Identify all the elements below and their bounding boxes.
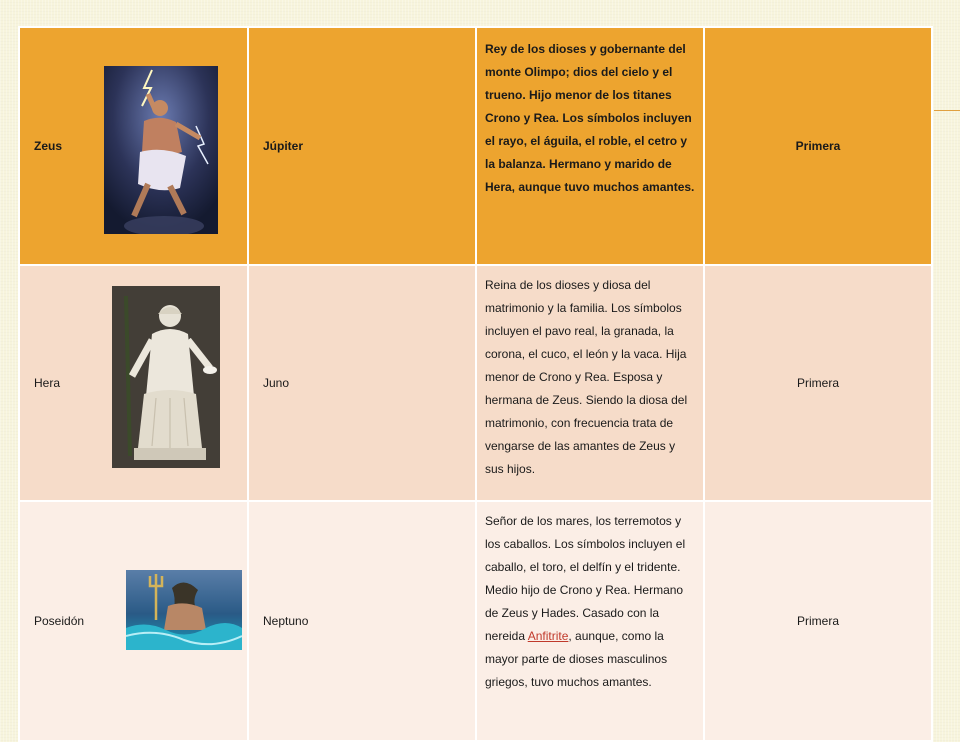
roman-name-cell xyxy=(248,27,476,265)
generation-cell xyxy=(704,265,932,501)
hera-statue-icon xyxy=(112,286,220,468)
generation-text: Primera xyxy=(795,138,841,153)
roman-name: Juno xyxy=(263,375,290,390)
greek-name-cell xyxy=(19,501,248,741)
roman-name: Neptuno xyxy=(263,613,309,628)
table-row-poseidon xyxy=(19,501,932,741)
description-cell xyxy=(476,265,704,501)
roman-name-cell xyxy=(248,265,476,501)
greek-name-cell xyxy=(19,265,248,501)
table-row-zeus xyxy=(19,27,932,265)
zeus-portrait-icon xyxy=(104,66,218,234)
generation-text: Primera xyxy=(796,613,839,628)
description-cell xyxy=(476,501,704,741)
greek-name-cell xyxy=(19,27,248,265)
greek-name: Zeus xyxy=(34,138,63,153)
poseidon-trident-icon xyxy=(126,570,242,650)
table-row-hera xyxy=(19,265,932,501)
description-cell xyxy=(476,27,704,265)
description-text: Rey de los dioses y gobernante del monte Olimpo; dios del cielo y el trueno. Hijo menor de los titanes Crono y Rea. Los símbolos incluyen el rayo, el águila, el roble, el cetro y la balanza. Hermano y marido de Hera, aunque tuvo muchos amantes. xyxy=(485,42,695,194)
description-text-after: , aunque, como la mayor parte de dioses masculinos griegos, tuvo muchos amantes. xyxy=(485,629,668,689)
gods-table xyxy=(18,26,933,742)
roman-name-cell xyxy=(248,501,476,741)
generation-cell xyxy=(704,501,932,741)
description-text xyxy=(485,510,695,694)
greek-name: Hera xyxy=(34,375,61,390)
description-text: Reina de los dioses y diosa del matrimonio y la familia. Los símbolos incluyen el pavo real, la granada, la corona, el cuco, el león y la vaca. Hija menor de Crono y Rea. Esposa y hermana de Zeus. Siendo la diosa del matrimonio, con frecuencia trata de vengarse de las amantes de Zeus y sus hijos. xyxy=(485,278,688,476)
decorative-line xyxy=(934,110,960,111)
generation-cell xyxy=(704,27,932,265)
greek-name: Poseidón xyxy=(34,613,85,628)
anfitrite-link[interactable]: Anfitrite xyxy=(527,629,569,643)
roman-name: Júpiter xyxy=(263,138,304,153)
description-text-before: Señor de los mares, los terremotos y los caballos. Los símbolos incluyen el caballo, el toro, el delfín y el tridente. Medio hijo de Crono y Rea. Hermano de Zeus y Hades. Casado con la nereida xyxy=(485,514,686,643)
generation-text: Primera xyxy=(796,375,839,390)
